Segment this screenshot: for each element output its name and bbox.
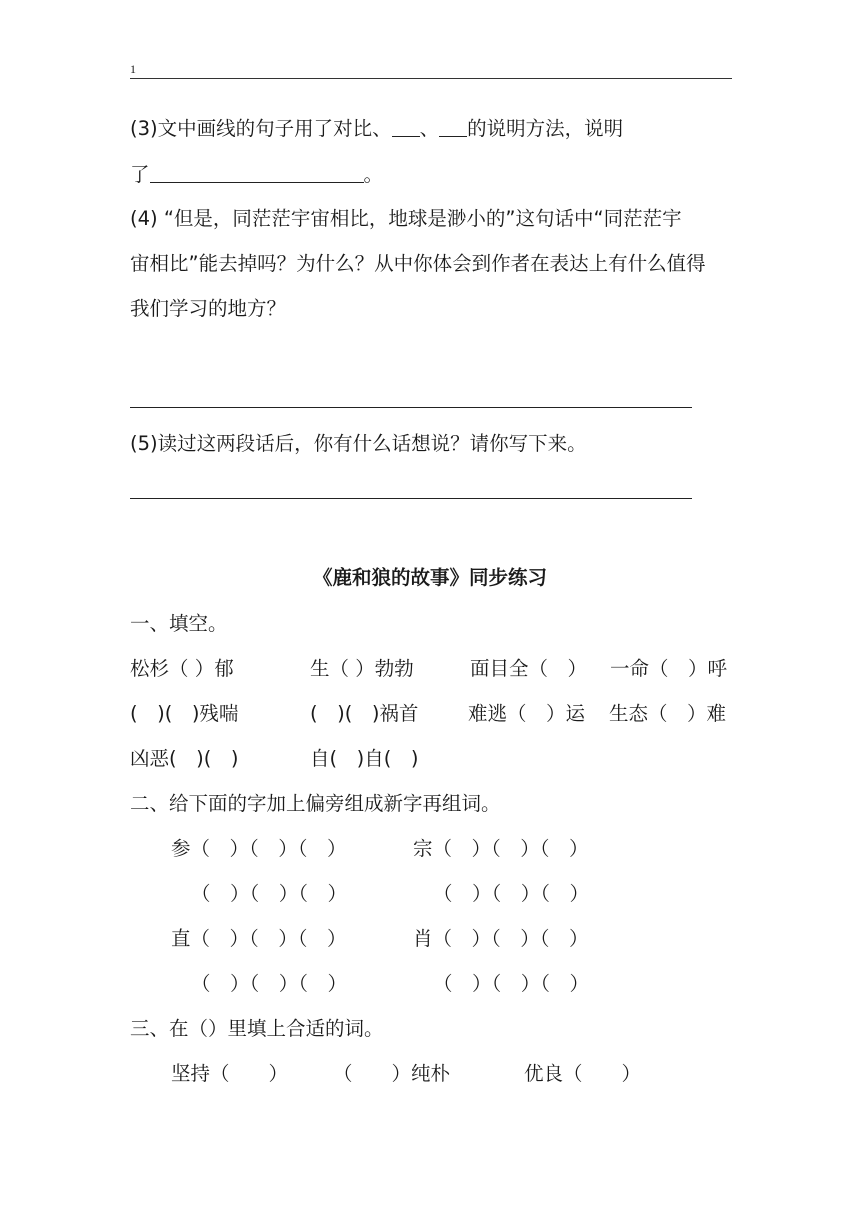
radical-row: 宗（ ）（ ）（ ） [413, 837, 589, 860]
radical-row: （ ）（ ）（ ） [191, 972, 348, 995]
fill-item: ( )( )祸首 [310, 702, 419, 725]
q3-blank-3[interactable] [150, 164, 364, 183]
q3-text-b: 的说明方法，说明 [467, 117, 624, 140]
page-number: 1 [130, 62, 136, 76]
fill-item: 松杉（ ）郁 [130, 657, 234, 680]
radical-row: （ ）（ ）（ ） [433, 972, 590, 995]
q3-text-c: 了 [130, 163, 150, 186]
fill-item: ( )( )残喘 [130, 702, 239, 725]
phrase-item: （ ）纯朴 [333, 1062, 451, 1085]
section1-heading: 一、填空。 [130, 612, 228, 635]
q5-answer-line[interactable] [130, 498, 692, 499]
fill-item: 生态（ ）难 [609, 702, 727, 725]
q3-blank-1[interactable] [392, 118, 420, 137]
q4-line2: 宙相比”能去掉吗？为什么？从中你体会到作者在表达上有什么值得 [130, 252, 706, 275]
q3-line1 [130, 117, 623, 141]
exercise-title: 《鹿和狼的故事》同步练习 [312, 566, 547, 589]
q4-line1: (4) “但是，同茫茫宇宙相比，地球是渺小的”这句话中“同茫茫宇 [130, 207, 682, 230]
q3-blank-2[interactable] [439, 118, 467, 137]
radical-row: 肖（ ）（ ）（ ） [413, 927, 589, 950]
q3-text-a: (3)文中画线的句子用了对比、 [130, 117, 392, 140]
section3-heading: 三、在（）里填上合适的词。 [130, 1017, 384, 1040]
radical-row: （ ）（ ）（ ） [191, 882, 348, 905]
fill-item: 一命（ ）呼 [610, 657, 728, 680]
section2-heading: 二、给下面的字加上偏旁组成新字再组词。 [130, 792, 501, 815]
q3-sep: 、 [419, 117, 440, 140]
q4-line3: 我们学习的地方？ [130, 297, 287, 320]
phrase-item: 优良（ ） [524, 1062, 642, 1085]
q3-end: 。 [363, 163, 384, 186]
q4-answer-line[interactable] [130, 407, 692, 408]
phrase-item: 坚持（ ） [171, 1062, 289, 1085]
fill-item: 面目全（ ） [470, 657, 588, 680]
header-rule [130, 78, 732, 79]
q3-line2 [130, 163, 383, 187]
fill-item: 自( )自( ) [310, 747, 419, 770]
radical-row: （ ）（ ）（ ） [433, 882, 590, 905]
fill-item: 凶恶( )( ) [130, 747, 239, 770]
q5-text: (5)读过这两段话后，你有什么话想说？请你写下来。 [130, 432, 587, 455]
radical-row: 直（ ）（ ）（ ） [171, 927, 347, 950]
fill-item: 难逃（ ）运 [468, 702, 586, 725]
radical-row: 参（ ）（ ）（ ） [171, 837, 347, 860]
fill-item: 生（ ）勃勃 [310, 657, 414, 680]
